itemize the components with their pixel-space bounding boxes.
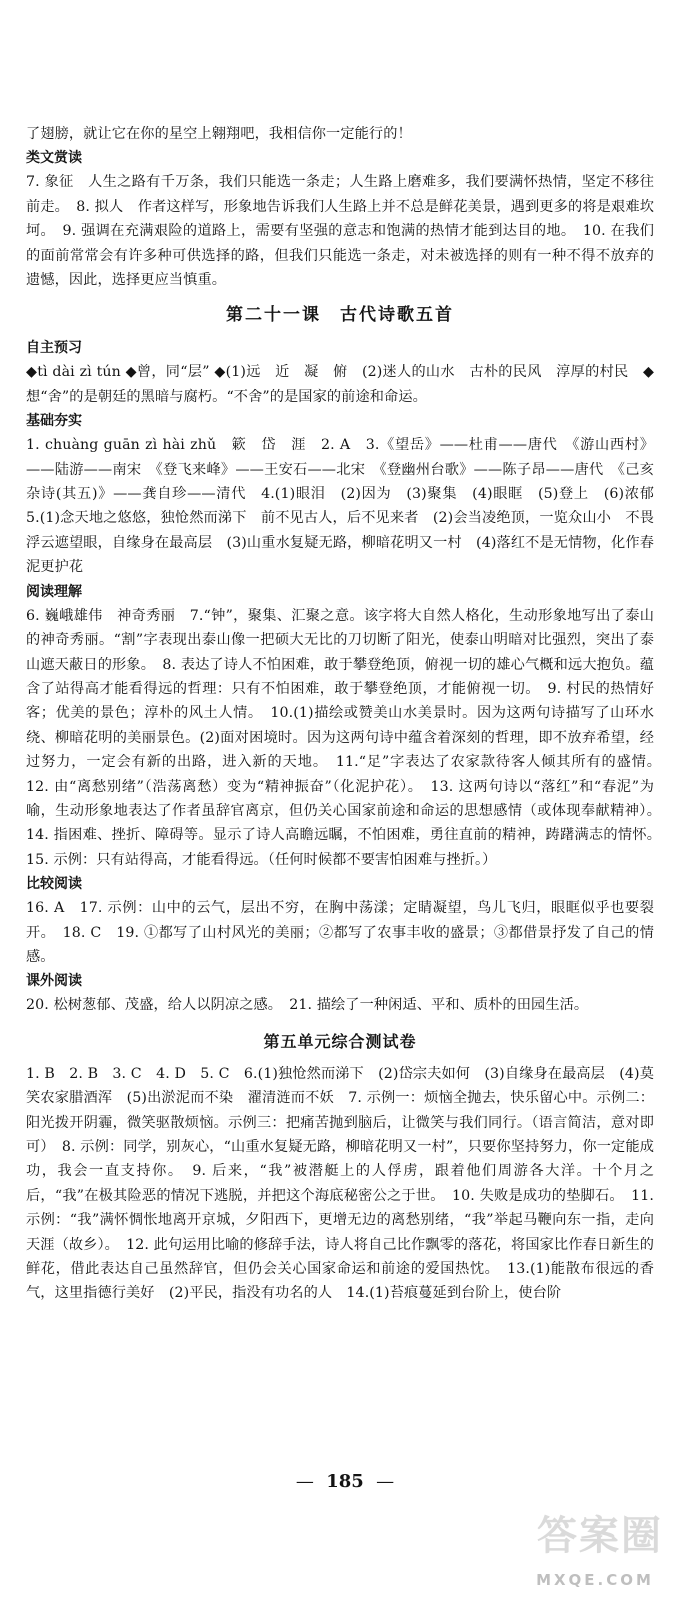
jichu-answers: 1. chuàng guān zì hài zhǔ 簌 岱 涯 2. A 3.《望岳》——杜甫——唐代 《游山西村》——陆游——南宋 《登飞来峰》——王安石——北宋 《登幽州台歌》——陈子昂——唐代 《己亥杂诗(其五)》——龚自珍——清代 4.(1)眼泪 (2)因为 (3)聚集 (4)眼眶 (5)登上 (6)浓郁 5.(1)念天地之悠悠，独怆然而涕下 前不见古人，后不见来者 (2)会当凌绝顶，一览众山小 不畏浮云遮望眼，自缘身在最高层 (3)山重水复疑无路，柳暗花明又一村 (4)落红不是无情物，化作春泥更护花 <box>26 437 669 576</box>
section-heading-zizhu: 自主预习 <box>26 340 82 357</box>
section-heading-bijiao: 比较阅读 <box>26 876 82 893</box>
unit-test-answers: 1. B 2. B 3. C 4. D 5. C 6.(1)独怆然而涕下 (2)岱宗夫如何 (3)自缘身在最高层 (4)莫笑农家腊酒浑 (5)出淤泥而不染 濯清涟而不妖 7. 示例一：烦恼全抛去，快乐留心中。示例二：阳光拨开阴霾，微笑驱散烦恼。示例三：把痛苦抛到脑后，让微笑与我们同行。（语言简洁，意对即可） 8. 示例：同学，别灰心，“山重水复疑无路，柳暗花明又一村”，只要你坚持努力，你一定能成功，我会一直支持你。 9. 后来，“我”被潜艇上的人俘虏，跟着他们周游各大洋。十个月之后，“我”在极其险恶的情况下逃脱，并把这个海底秘密公之于世。 10. 失败是成功的垫脚石。 11. 示例：“我”满怀惆怅地离开京城，夕阳西下，更增无边的离愁别绪，“我”举起马鞭向东一指，走向天涯（故乡）。 12. 此句运用比喻的修辞手法，诗人将自己比作飘零的落花，将国家比作春日新生的鲜花，借此表达自己虽然辞官，但仍会关心国家命运和前途的爱国热忱。 13.(1)能散布很远的香气，这里指德行美好 (2)平民，指没有功名的人 14.(1)苔痕蔓延到台阶上，使台阶 <box>26 1065 654 1302</box>
lesson-title: 第二十一课 古代诗歌五首 <box>226 305 454 326</box>
watermark-url: MXQE.COM <box>536 1571 654 1589</box>
footer-dash-left: — <box>295 1471 314 1492</box>
section-heading-leiwen: 类文赏读 <box>26 150 82 167</box>
kewai-answers: 20. 松树葱郁、茂盛，给人以阴凉之感。 21. 描绘了一种闲适、平和、质朴的田园生活。 <box>26 997 589 1014</box>
unit-test-title: 第五单元综合测试卷 <box>263 1031 417 1051</box>
intro-paragraph: 了翅膀，就让它在你的星空上翱翔吧，我相信你一定能行的！ <box>26 126 412 142</box>
section-heading-kewai: 课外阅读 <box>26 973 82 990</box>
section-heading-jichu: 基础夯实 <box>26 413 82 430</box>
watermark-logo <box>510 1490 680 1595</box>
page-number: 185 <box>326 1471 364 1492</box>
zizhu-answers: ◆tì dài zì tún ◆曾，同“层” ◆(1)远 近 凝 俯 (2)迷人的山水 古朴的民风 淳厚的村民 ◆想“舍”的是朝廷的黑暗与腐朽。“不舍”的是国家的前途和命运。 <box>26 364 654 405</box>
page-content <box>26 122 669 1306</box>
yuedu-answers: 6. 巍峨雄伟 神奇秀丽 7.“钟”，聚集、汇聚之意。该字将大自然人格化，生动形象地写出了泰山的神奇秀丽。“割”字表现出泰山像一把硕大无比的刀切断了阳光，使泰山明暗对比强烈，突出了泰山遮天蔽日的形象。 8. 表达了诗人不怕困难，敢于攀登绝顶，俯视一切的雄心气概和远大抱负。蕴含了站得高才能看得远的哲理：只有不怕困难，敢于攀登绝顶，才能俯视一切。 9. 村民的热情好客；优美的景色；淳朴的风土人情。 10.(1)描绘或赞美山水美景时。因为这两句诗描写了山环水绕、柳暗花明的美丽景色。(2)面对困境时。因为这两句诗中蕴含着深刻的哲理，即不放弃希望，经过努力，一定会有新的出路，进入新的天地。 11.“足”字表达了农家款待客人倾其所有的盛情。 12. 由“离愁别绪”（浩荡离愁）变为“精神振奋”（化泥护花）。 13. 这两句诗以“落红”和“春泥”为喻，生动形象地表达了作者虽辞官离京，但仍关心国家前途和命运的思想感情（或体现奉献精神）。 14. 指困难、挫折、障碍等。显示了诗人高瞻远瞩，不怕困难，勇往直前的精神，踌躇满志的情怀。 15. 示例：只有站得高，才能看得远。（任何时候都不要害怕困难与挫折。） <box>26 607 669 868</box>
section-heading-yuedu: 阅读理解 <box>26 583 82 600</box>
bijiao-answers: 16. A 17. 示例：山中的云气，层出不穷，在胸中荡漾；定睛凝望，鸟儿飞归，眼眶似乎也要裂开。 18. C 19. ①都写了山村风光的美丽；②都写了农事丰收的盛景；③都借景抒发了自己的情感。 <box>26 900 654 965</box>
leiwen-answers: 7. 象征 人生之路有千万条，我们只能选一条走；人生路上磨难多，我们要满怀热情，坚定不移往前走。 8. 拟人 作者这样写，形象地告诉我们人生路上并不总是鲜花美景，遇到更多的将是艰难坎坷。 9. 强调在充满艰险的道路上，需要有坚强的意志和饱满的热情才能到达目的地。 10. 在我们的面前常常会有许多种可供选择的路，但我们只能选一条走，对未被选择的则有一种不得不放弃的遗憾，因此，选择更应当慎重。 <box>26 174 654 289</box>
watermark-brand: 答案圈 <box>537 1513 663 1559</box>
footer-dash-right: — <box>376 1471 395 1492</box>
